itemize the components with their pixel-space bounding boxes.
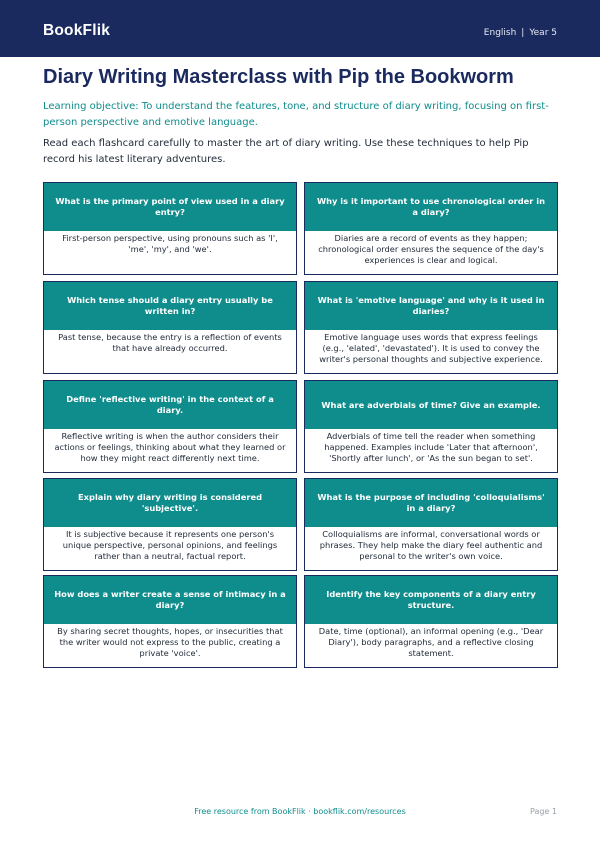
flashcard-answer: Date, time (optional), an informal opening (e.g., 'Dear Diary'), body paragraphs, and a reflective closing statement. xyxy=(318,626,544,658)
page-title: Diary Writing Masterclass with Pip the Bookworm xyxy=(43,66,514,88)
page-number: Page 1 xyxy=(530,807,557,816)
flashcard xyxy=(43,380,297,473)
flashcard-question: Which tense should a diary entry usually be written in? xyxy=(44,282,296,330)
flashcard-answer: Adverbials of time tell the reader when something happened. Examples include 'Later that afternoon', 'Shortly after lunch', or 'As the sun began to set'. xyxy=(324,431,538,463)
flashcard xyxy=(43,281,297,374)
subject-label: English xyxy=(483,28,517,38)
flashcard xyxy=(43,182,297,275)
learning-objective: Learning objective: To understand the features, tone, and structure of diary writing, focusing on first-person perspective and emotive language. xyxy=(43,101,549,128)
year-label: Year 5 xyxy=(529,28,557,38)
flashcard-answer: Reflective writing is when the author considers their actions or feelings, thinking about what they learned or how they might react differently next time. xyxy=(54,431,286,463)
flashcard-answer: Emotive language uses words that express feelings (e.g., 'elated', 'devastated'). It is used to convey the writer's personal thoughts and subjective experience. xyxy=(319,332,543,364)
subject-year-label xyxy=(484,28,557,38)
page-header xyxy=(0,0,600,57)
flashcard xyxy=(304,182,558,275)
flashcard xyxy=(304,380,558,473)
flashcard-question: What is the primary point of view used in a diary entry? xyxy=(44,183,296,231)
flashcard-question: What are adverbials of time? Give an example. xyxy=(305,381,557,429)
flashcard-question: Define 'reflective writing' in the context of a diary. xyxy=(44,381,296,429)
flashcard-answer: By sharing secret thoughts, hopes, or insecurities that the writer would not express to the public, creating a private 'voice'. xyxy=(57,626,283,658)
meta-separator: | xyxy=(521,28,525,38)
flashcard-question: Explain why diary writing is considered 'subjective'. xyxy=(44,479,296,527)
flashcard-question: Why is it important to use chronological order in a diary? xyxy=(305,183,557,231)
flashcard xyxy=(304,281,558,374)
flashcard-answer: Diaries are a record of events as they happen; chronological order ensures the sequence of the day's experiences is clear and logical. xyxy=(318,233,544,265)
intro-text: Read each flashcard carefully to master the art of diary writing. Use these techniques to help Pip record his latest literary adventures. xyxy=(43,138,529,165)
flashcard xyxy=(304,575,558,668)
brand-logo[interactable]: BookFlik xyxy=(43,22,111,39)
flashcard-answer: First-person perspective, using pronouns such as 'I', 'me', 'my', and 'we'. xyxy=(62,233,278,254)
flashcard-answer: Past tense, because the entry is a reflection of events that have already occurred. xyxy=(58,332,282,353)
flashcard-question: Identify the key components of a diary entry structure. xyxy=(305,576,557,624)
flashcard-question: How does a writer create a sense of intimacy in a diary? xyxy=(44,576,296,624)
flashcard-answer: It is subjective because it represents one person's unique perspective, personal opinions, and feelings rather than a neutral, factual report. xyxy=(62,529,278,561)
flashcard xyxy=(43,478,297,571)
flashcard-question: What is the purpose of including 'colloquialisms' in a diary? xyxy=(305,479,557,527)
flashcard xyxy=(304,478,558,571)
flashcard-answer: Colloquialisms are informal, conversational words or phrases. They help make the diary feel authentic and personal to the writer's own voice. xyxy=(319,529,543,561)
flashcard-question: What is 'emotive language' and why is it used in diaries? xyxy=(305,282,557,330)
flashcard xyxy=(43,575,297,668)
footer-resource-link[interactable]: Free resource from BookFlik · bookflik.com/resources xyxy=(194,807,406,816)
